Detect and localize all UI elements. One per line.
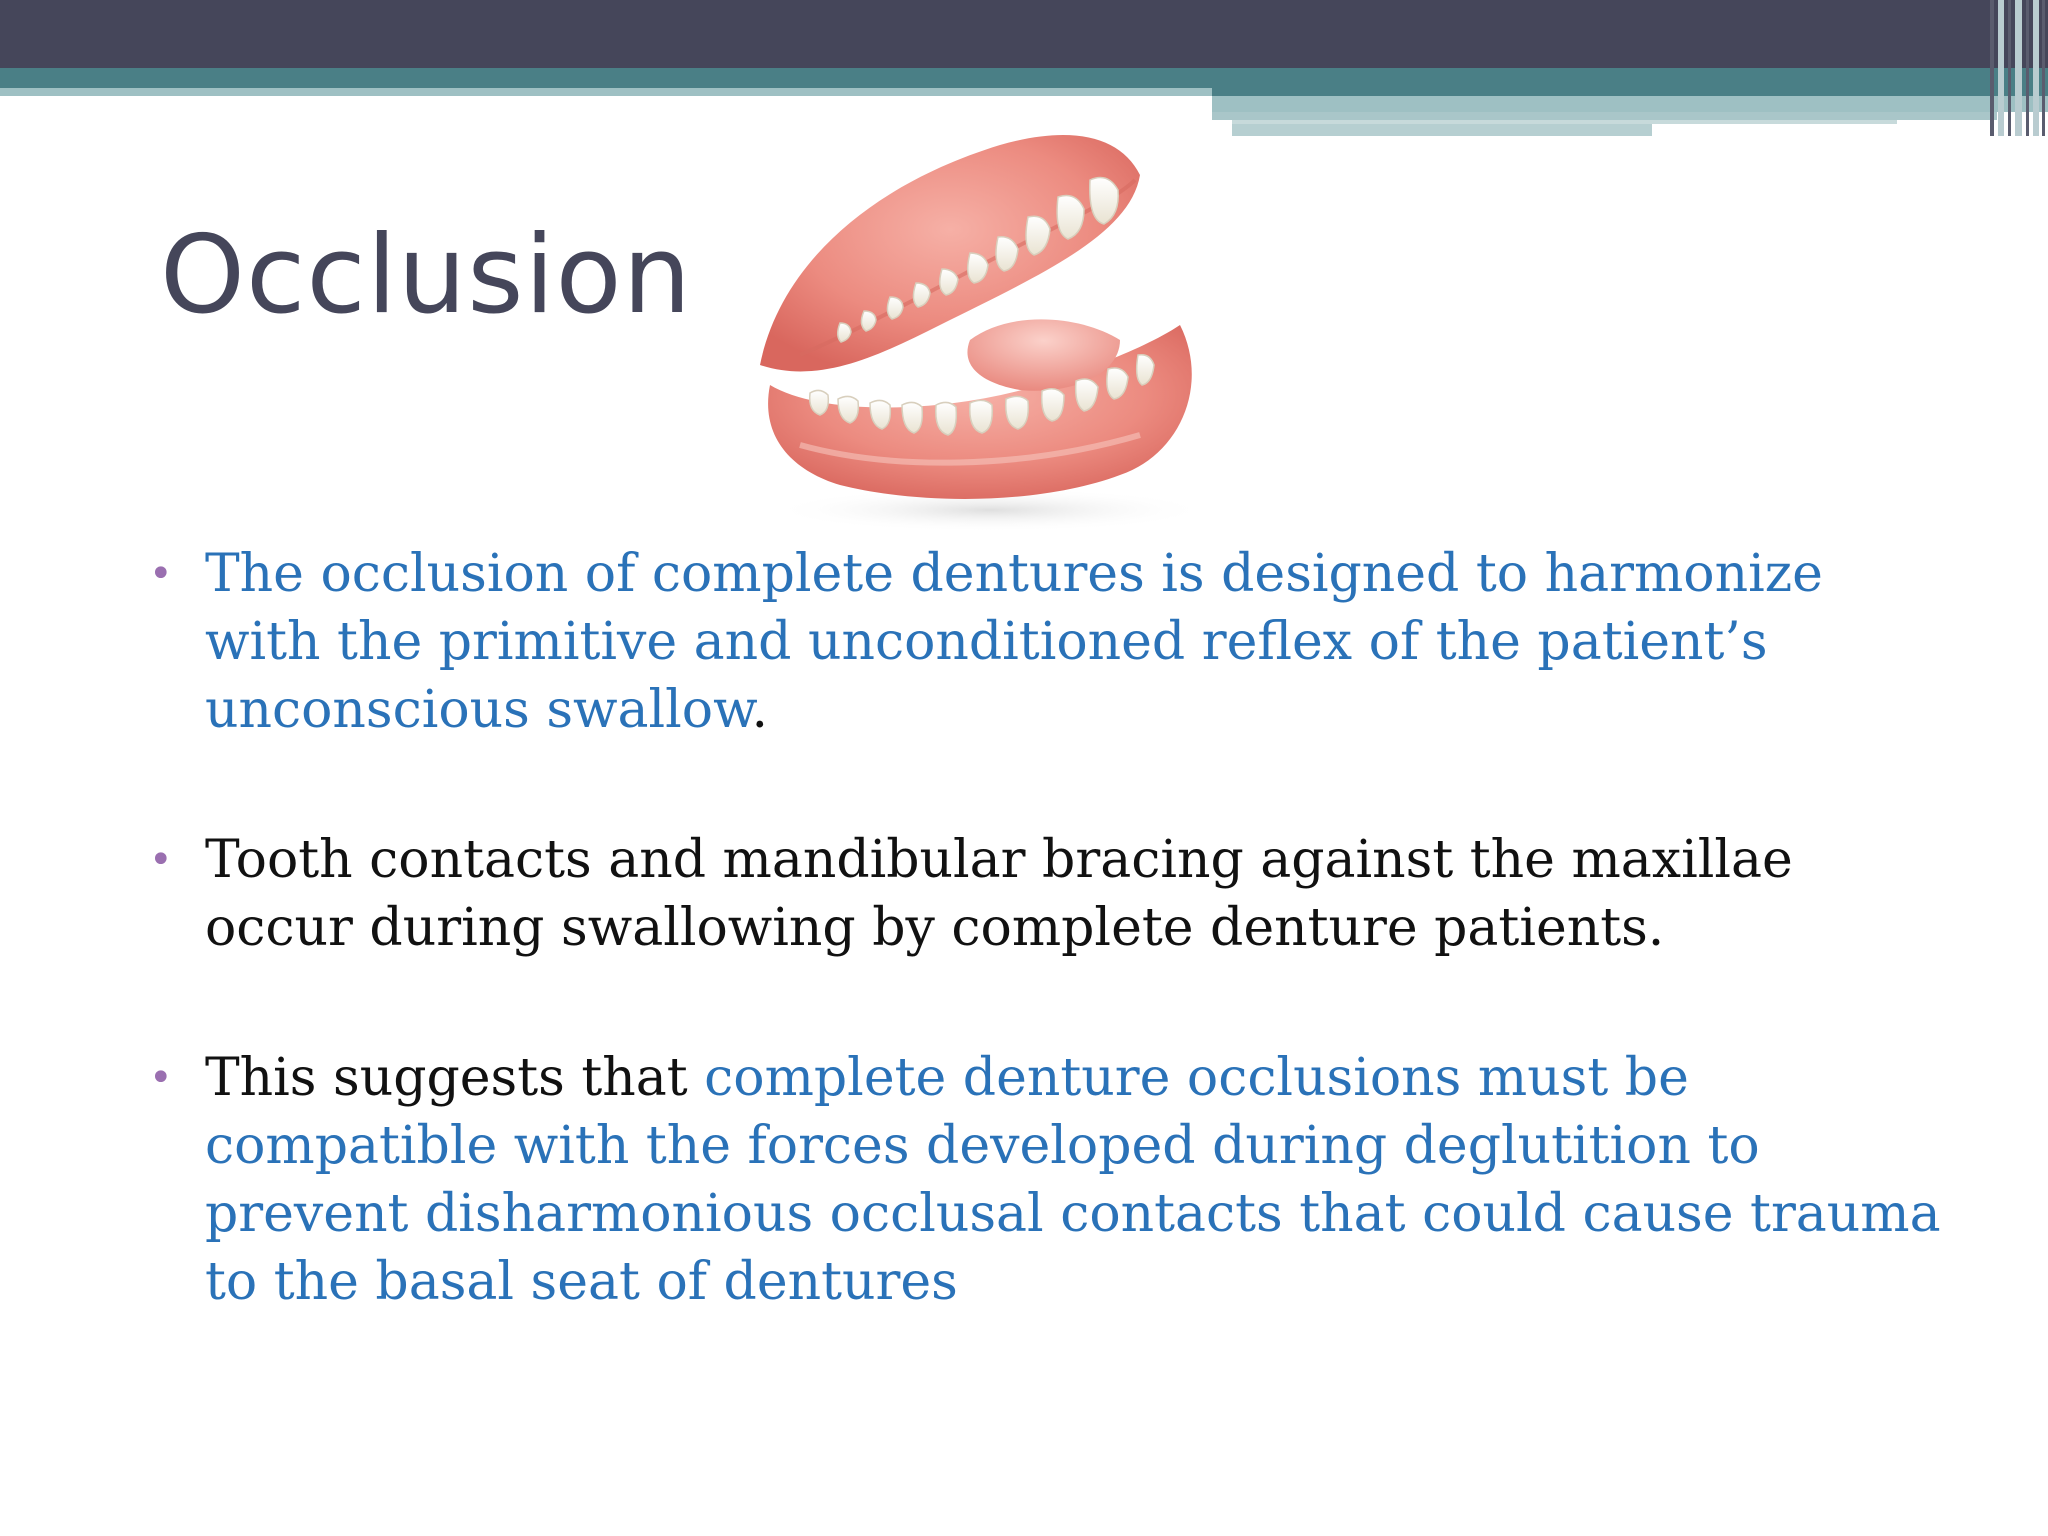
header-band-light-step-2 <box>1212 112 1997 120</box>
bullet-item <box>145 826 1945 962</box>
header-band-teal-step <box>1212 88 2048 96</box>
bullet-text: The occlusion of complete dentures is designed to harmonize with the primitive and unconditioned reflex of the patient’s unconscious swallow <box>205 544 1823 740</box>
bullet-marker: • <box>149 551 173 597</box>
bullet-text: Tooth contacts and mandibular bracing against the maxillae occur during swallowing by complete denture patients. <box>205 830 1793 958</box>
bullet-marker: • <box>149 837 173 883</box>
header-band-light <box>0 88 1212 96</box>
bullet-list <box>145 540 1945 1398</box>
slide-title: Occlusion <box>160 213 693 338</box>
bullet-text: This suggests that <box>205 1048 705 1108</box>
bullet-item <box>145 1044 1945 1316</box>
bullet-text: complete denture occlusions must be compatible with the forces developed during deglutition to prevent disharmonious occlusal contacts that could cause trauma to the basal seat of dentures <box>205 1048 1941 1312</box>
bullet-item <box>145 540 1945 744</box>
header-band-light-step <box>1212 96 2048 112</box>
header-right-stripes <box>1988 0 2048 136</box>
header-band-light-step-4 <box>1232 124 1652 136</box>
bullet-marker: • <box>149 1055 173 1101</box>
denture-image <box>740 125 1220 535</box>
header-band-dark <box>0 0 2048 68</box>
bullet-text: . <box>751 680 768 740</box>
header-band-teal <box>0 68 2048 88</box>
